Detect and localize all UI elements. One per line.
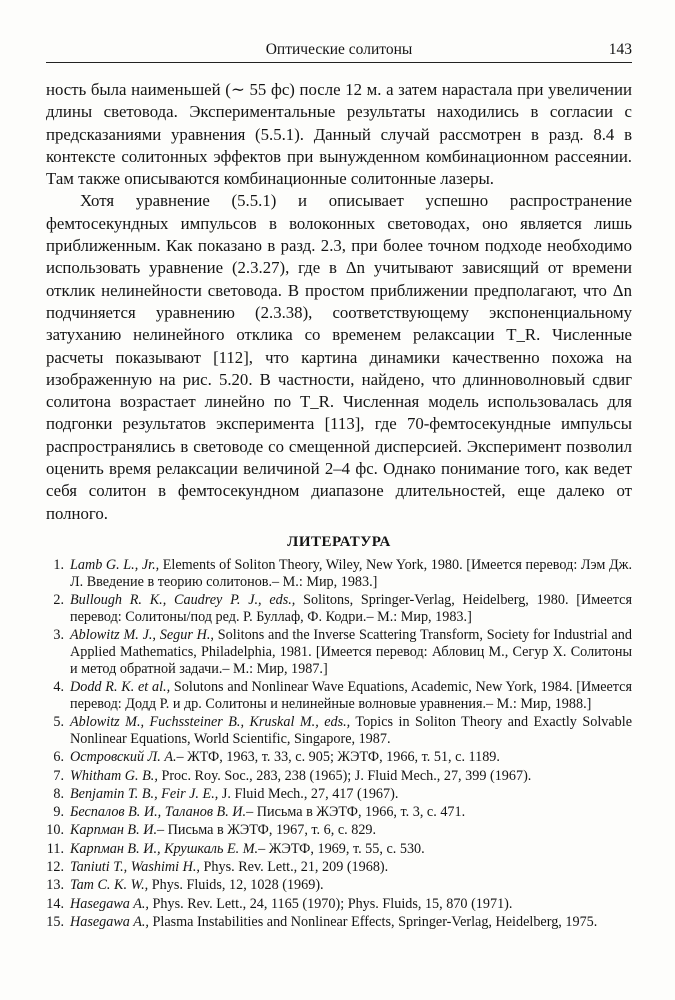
reference-number: 3. bbox=[53, 627, 64, 644]
reference-text: – ЖТФ, 1963, т. 33, с. 905; ЖЭТФ, 1966, т. 51, с. 1189. bbox=[176, 749, 500, 766]
reference-authors: Беспалов В. И., Таланов В. И. bbox=[70, 804, 247, 821]
reference-item bbox=[46, 557, 632, 591]
reference-text: Topics in Soliton Theory and Exactly Solvable Nonlinear Equations, World Scientific, Singapore, 1987. bbox=[70, 714, 632, 747]
reference-item bbox=[46, 786, 632, 803]
running-title: Оптические солитоны bbox=[265, 41, 413, 58]
references-heading: ЛИТЕРАТУРА bbox=[287, 534, 391, 550]
reference-authors: Ablowitz M. J., Segur H., bbox=[70, 627, 214, 644]
reference-text: J. Fluid Mech., 27, 417 (1967). bbox=[218, 785, 399, 802]
reference-authors: Taniuti T., Washimi H., bbox=[70, 859, 200, 876]
reference-text: Proc. Roy. Soc., 283, 238 (1965); J. Fluid Mech., 27, 399 (1967). bbox=[157, 767, 532, 784]
reference-item bbox=[46, 627, 632, 677]
reference-authors: Benjamin T. B., Feir J. E., bbox=[70, 785, 219, 802]
reference-number: 9. bbox=[53, 804, 64, 821]
reference-item bbox=[46, 749, 632, 766]
reference-number: 6. bbox=[53, 749, 64, 766]
body-text bbox=[46, 79, 632, 525]
reference-item bbox=[46, 896, 632, 913]
reference-number: 10. bbox=[46, 822, 64, 839]
reference-item bbox=[46, 714, 632, 748]
reference-number: 5. bbox=[53, 714, 64, 731]
reference-item bbox=[46, 822, 632, 839]
reference-text: – Письма в ЖЭТФ, 1966, т. 3, с. 471. bbox=[246, 804, 466, 821]
reference-number: 13. bbox=[46, 877, 64, 894]
reference-item bbox=[46, 768, 632, 785]
reference-text: Solitons and the Inverse Scattering Transform, Society for Industrial and Applied Mathematics, Philadelphia, 1981. [Имеется перевод: Абловиц М., Сегур Х. Солитоны и метод обратной задачи.– М.: Мир, 1987.] bbox=[70, 627, 632, 677]
reference-authors: Tam C. K. W., bbox=[70, 877, 149, 894]
reference-text: Phys. Rev. Lett., 21, 209 (1968). bbox=[199, 859, 389, 876]
reference-item bbox=[46, 592, 632, 626]
reference-text: Solitons, Springer-Verlag, Heidelberg, 1980. [Имеется перевод: Солитоны/под ред. Р. Буллаф, Ф. Кодри.– М.: Мир, 1983.] bbox=[70, 592, 632, 625]
paragraph: Хотя уравнение (5.5.1) и описывает успешно распространение фемтосекундных импульсов в волоконных световодах, оно является лишь приближенным. Как показано в разд. 2.3, при более точном подходе необходимо использовать уравнение (2.3.27), где в Δn учитывают зависящий от времени отклик нелинейности световода. В простом приближении предполагают, что Δn подчиняется уравнению (2.3.38), соответствующему экспоненциальному затуханию нелинейного отклика со временем релаксации T_R. Численные расчеты показывают [112], что картина динамики качественно похожа на изображенную на рис. 5.20. В частности, найдено, что длинноволновый сдвиг солитона возрастает линейно по T_R. Численная модель использовалась для подгонки результатов эксперимента [113], где 70-фемтосекундные импульсы распространялись в световоде со смещенной дисперсией. Эксперимент позволил оценить время релаксации величиной 2–4 фс. Однако понимание того, как ведет себя солитон в фемтосекундном диапазоне длительностей, еще далеко от полного. bbox=[46, 191, 632, 523]
reference-authors: Hasegawa A., bbox=[70, 895, 149, 912]
reference-text: Solutons and Nonlinear Wave Equations, Academic, New York, 1984. [Имеется перевод: Додд Р. и др. Солитоны и нелинейные волновые уравнения.– М.: Мир, 1988.] bbox=[70, 679, 632, 712]
reference-number: 7. bbox=[53, 767, 64, 784]
reference-authors: Карпман В. И. bbox=[70, 822, 157, 839]
reference-authors: Lamb G. L., Jr., bbox=[70, 557, 160, 573]
reference-number: 11. bbox=[46, 840, 64, 857]
reference-number: 2. bbox=[53, 592, 64, 609]
reference-authors: Bullough R. K., Caudrey P. J., eds., bbox=[70, 592, 296, 609]
reference-number: 1. bbox=[53, 557, 64, 573]
reference-item bbox=[46, 679, 632, 713]
reference-authors: Островский Л. А. bbox=[70, 749, 177, 766]
reference-number: 12. bbox=[46, 859, 64, 876]
reference-number: 8. bbox=[53, 785, 64, 802]
reference-number: 15. bbox=[46, 913, 64, 930]
reference-authors: Карпман В. И., Крушкаль Е. М. bbox=[70, 840, 259, 857]
reference-text: Phys. Rev. Lett., 24, 1165 (1970); Phys. Fluids, 15, 870 (1971). bbox=[148, 895, 513, 912]
reference-authors: Hasegawa A., bbox=[70, 913, 149, 930]
reference-item bbox=[46, 877, 632, 894]
reference-number: 14. bbox=[46, 895, 64, 912]
reference-authors: Ablowitz M., Fuchssteiner B., Kruskal M., eds., bbox=[70, 714, 351, 731]
reference-text: – Письма в ЖЭТФ, 1967, т. 6, с. 829. bbox=[157, 822, 377, 839]
page-number: 143 bbox=[608, 41, 632, 58]
reference-item bbox=[46, 859, 632, 876]
reference-text: Phys. Fluids, 12, 1028 (1969). bbox=[148, 877, 324, 894]
reference-item bbox=[46, 804, 632, 821]
reference-number: 4. bbox=[53, 679, 64, 696]
reference-item bbox=[46, 914, 632, 931]
paragraph: ность была наименьшей (∼ 55 фс) после 12 м. а затем нарастала при увеличении длины световода. Экспериментальные результаты находились в согласии с предсказаниями уравнения (5.5.1). Данный случай рассмотрен в разд. 8.4 в контексте солитонных эффектов при вынужденном комбинационном рассеянии. Там также описываются комбинационные солитонные лазеры. bbox=[46, 80, 632, 189]
reference-text: Elements of Soliton Theory, Wiley, New York, 1980. [Имеется перевод: Лэм Дж. Л. Введение в теорию солитонов.– М.: Мир, 1983.] bbox=[70, 557, 632, 590]
reference-list bbox=[46, 557, 632, 932]
reference-item bbox=[46, 841, 632, 858]
running-head bbox=[46, 40, 632, 63]
reference-text: Plasma Instabilities and Nonlinear Effects, Springer-Verlag, Heidelberg, 1975. bbox=[148, 913, 598, 930]
reference-text: – ЖЭТФ, 1969, т. 55, с. 530. bbox=[258, 840, 425, 857]
reference-authors: Whitham G. B., bbox=[70, 767, 158, 784]
reference-authors: Dodd R. K. et al., bbox=[70, 679, 171, 696]
